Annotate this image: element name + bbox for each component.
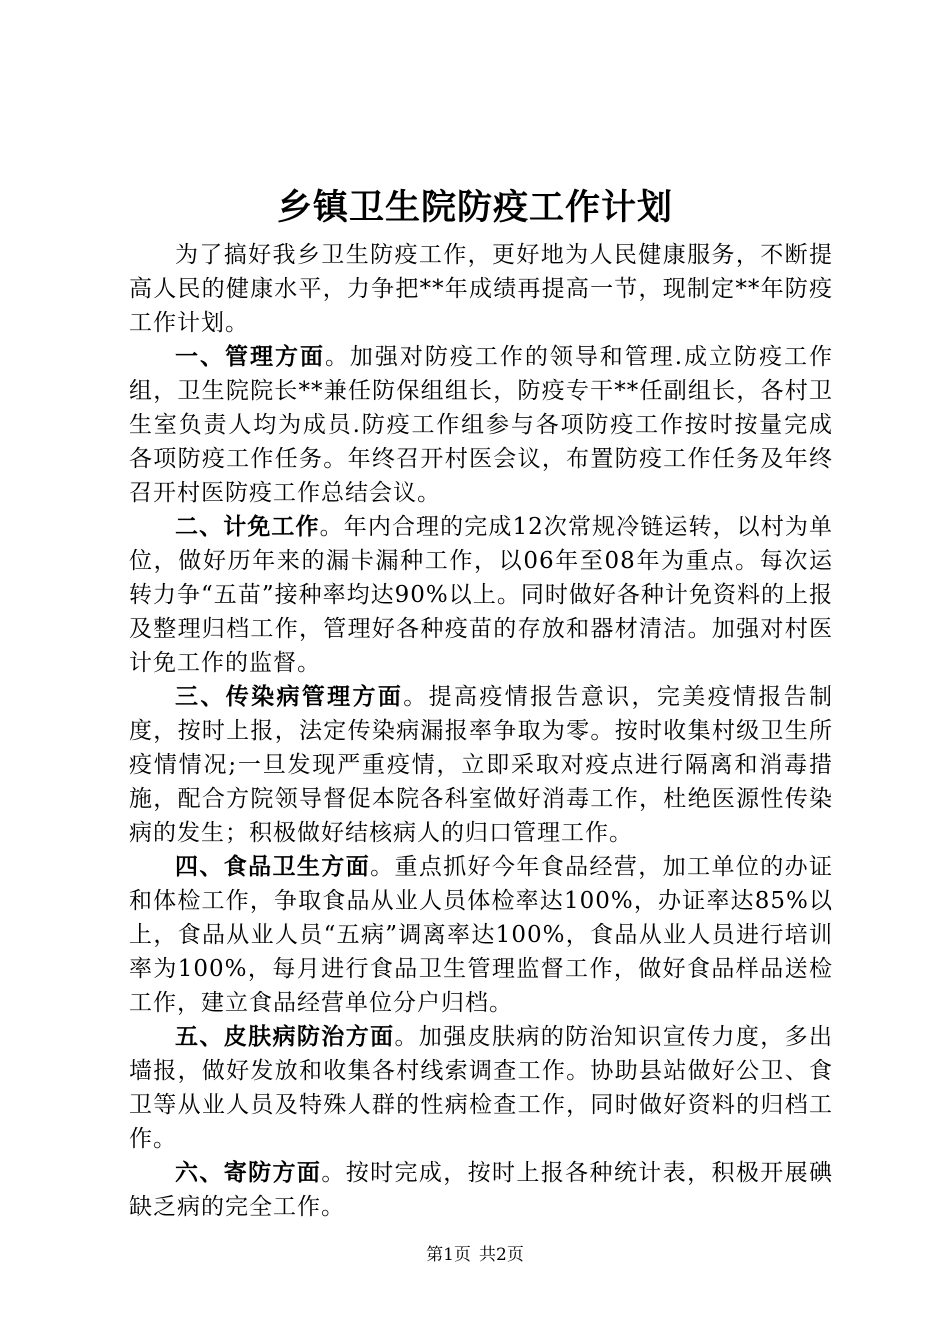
section-text: 。重点抓好今年食品经营，加工单位的办证和体检工作，争取食品从业人员体检率达100%，办证率达85%以上，食品从业人员“五病”调离率达100%，食品从业人员进行培训率为100%，每月进行食品卫生管理监督工作，做好食品样品送检工作，建立食品经营单位分户归档。 <box>129 854 834 1016</box>
section-skin-disease <box>129 1020 833 1156</box>
section-text: 。提高疫情报告意识，完美疫情报告制度，按时上报，法定传染病漏报率争取为零。按时收集村级卫生所疫情情况;一旦发现严重疫情，立即采取对疫点进行隔离和消毒措施，配合方院领导督促本院各科室做好消毒工作，杜绝医源性传染病的发生；积极做好结核病人的归口管理工作。 <box>129 684 834 846</box>
section-heading: 五、皮肤病防治方面 <box>175 1023 395 1050</box>
section-management <box>129 340 833 510</box>
intro-paragraph: 为了搞好我乡卫生防疫工作，更好地为人民健康服务，不断提高人民的健康水平，力争把**年成绩再提高一节，现制定**年防疫工作计划。 <box>129 242 833 336</box>
section-infectious-disease <box>129 680 833 850</box>
section-heading: 二、计免工作 <box>175 513 320 540</box>
section-heading: 一、管理方面 <box>175 343 325 370</box>
page-total: 共2页 <box>479 1245 524 1265</box>
document-body <box>129 238 833 1224</box>
section-text: 。加强对防疫工作的领导和管理.成立防疫工作组，卫生院院长**兼任防保组组长，防疫专干**任副组长，各村卫生室负责人均为成员.防疫工作组参与各项防疫工作按时按量完成各项防疫工作任务。年终召开村医会议，布置防疫工作任务及年终召开村医防疫工作总结会议。 <box>129 344 834 506</box>
section-text: 。年内合理的完成12次常规冷链运转，以村为单位，做好历年来的漏卡漏种工作，以06年至08年为重点。每次运转力争“五苗”接种率均达90%以上。同时做好各种计免资料的上报及整理归档工作，管理好各种疫苗的存放和器材清洁。加强对村医计免工作的监督。 <box>129 514 833 676</box>
section-heading: 六、寄防方面 <box>175 1159 322 1186</box>
document-title: 乡镇卫生院防疫工作计划 <box>276 187 673 228</box>
section-text: 。加强皮肤病的防治知识宣传力度，多出墙报，做好发放和收集各村线索调查工作。协助县站做好公卫、食卫等从业人员及特殊人群的性病检查工作，同时做好资料的归档工作。 <box>129 1024 834 1152</box>
section-heading: 四、食品卫生方面 <box>175 853 371 880</box>
section-text: 。按时完成，按时上报各种统计表，积极开展碘缺乏病的完全工作。 <box>129 1160 834 1220</box>
page-number: 第1页 <box>426 1245 471 1265</box>
page-footer <box>0 1243 950 1267</box>
section-parasite-prevention <box>129 1156 833 1224</box>
section-food-hygiene <box>129 850 833 1020</box>
section-heading: 三、传染病管理方面 <box>175 683 404 710</box>
section-immunization <box>129 510 833 680</box>
